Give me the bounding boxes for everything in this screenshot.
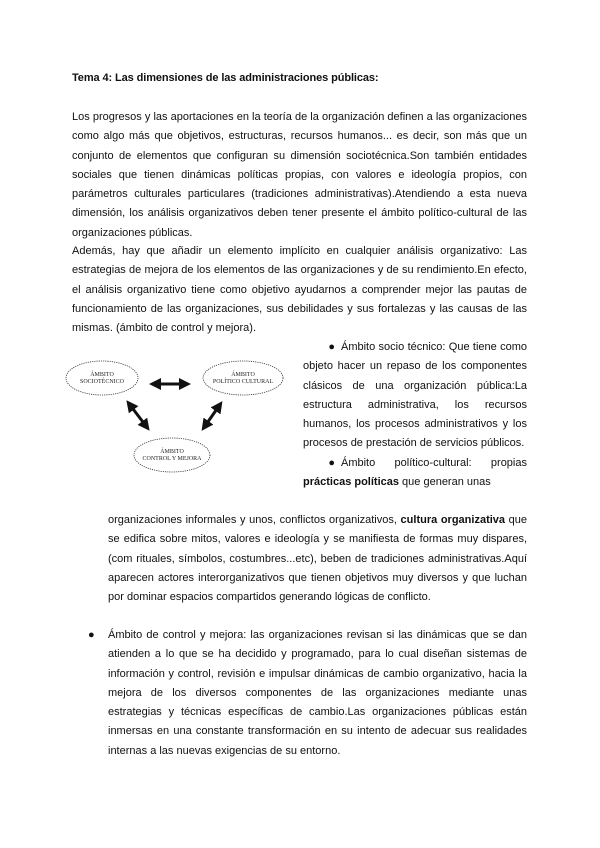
document-title: Tema 4: Las dimensiones de las administraciones públicas:	[72, 72, 379, 84]
node-control-label-1: ÁMBITO	[160, 449, 184, 455]
bullet-politico-intro: Ámbito político-cultural: propias	[341, 456, 527, 469]
arrow-politico-control	[205, 406, 219, 426]
node-politico-label-1: ÁMBITO	[231, 372, 255, 378]
intro-paragraph: Los progresos y las aportaciones en la teoría de la organización definen a las organizaciones como algo más que objetivos, estructuras, recursos humanos... es decir, son más que un conjunto de elementos que configuran su dimensión sociotécnica.Son también entidades sociales que tienen dinámicas políticas propias, con valores e ideología propios, con parámetros culturales particulares (tradiciones administrativas).Atendiendo a esta nueva dimensión, los análisis organizativos deben tener presente el ámbito político-cultural de las organizaciones públicas.	[72, 111, 527, 239]
bullet-marker: ●	[88, 629, 95, 641]
bullet-politico-line-a: organizaciones informales y unos, conflictos organizativos,	[108, 514, 401, 526]
dimensions-diagram	[60, 350, 300, 485]
bullet-politico-continuation	[108, 511, 527, 607]
bullet-marker: ●	[328, 341, 335, 353]
second-paragraph: Además, hay que añadir un elemento implícito en cualquier análisis organizativo: Las estrategias de mejora de los elementos de las organizaciones y de su rendimiento.En efecto, el análisis organizativo tiene como objetivo ayudarnos a comprender mejor las pautas de funcionamiento de las organizaciones, sus debilidades y sus fortalezas y las causas de las mismas. (ámbito de control y mejora).	[72, 245, 527, 335]
arrow-socio-control	[130, 405, 146, 426]
bullet-marker: ●	[328, 456, 335, 469]
node-politico-label-2: POLÍTICO CULTURAL	[212, 379, 274, 385]
node-sociotecnico	[66, 361, 138, 395]
node-sociotecnico-label-1: ÁMBITO	[90, 372, 114, 378]
node-politico-cultural	[203, 361, 283, 395]
bullet-control-text: Ámbito de control y mejora: las organizaciones revisan si las dinámicas que se dan atienden a lo que se ha decidido y programado, para lo cual diseñan sistemas de información y control, revisión e impulsar dinámicas de cambio organizativo, hacia la mejora de los diversos componentes de las organizaciones mediante unas estrategias y técnicas específicas de cambio.Las organizaciones públicas están inmersas en una constante transformación en su intento de adecuar sus realidades internas a las nuevas exigencias de su entorno.	[108, 629, 527, 757]
bullet-item-politico-cultural	[303, 454, 527, 493]
node-sociotecnico-label-2: SOCIOTÉCNICO	[79, 379, 125, 385]
bullet-sociotecnico-text: Ámbito socio técnico: Que tiene como objeto hacer un repaso de los componentes clásicos de una organización pública:La estructura administrativa, los recursos humanos, los procesos administrativos y los procesos de prestación de servicios públicos.	[303, 341, 527, 450]
node-control-mejora	[134, 438, 210, 472]
side-bullets	[303, 338, 527, 492]
bullet-politico-bold1: prácticas políticas	[303, 476, 399, 489]
bullet-politico-bold2: cultura organizativa	[400, 514, 506, 526]
node-control-label-2: CONTROL Y MEJORA	[142, 456, 202, 462]
bullet-politico-rest: que se edifica sobre mitos, valores e ideología y se manifiesta de formas muy dispares,(com rituales, símbolos, costumbres...etc), beben de tradiciones administrativas.Aquí aparecen actores interorganizativos que tienen objetivos muy diversos y que luchan por dominar espacios compartidos generando lógicas de conflicto.	[108, 514, 527, 604]
bullet-politico-after-bold1: que generan unas	[399, 476, 491, 489]
bullet-item-sociotecnico	[303, 338, 527, 454]
